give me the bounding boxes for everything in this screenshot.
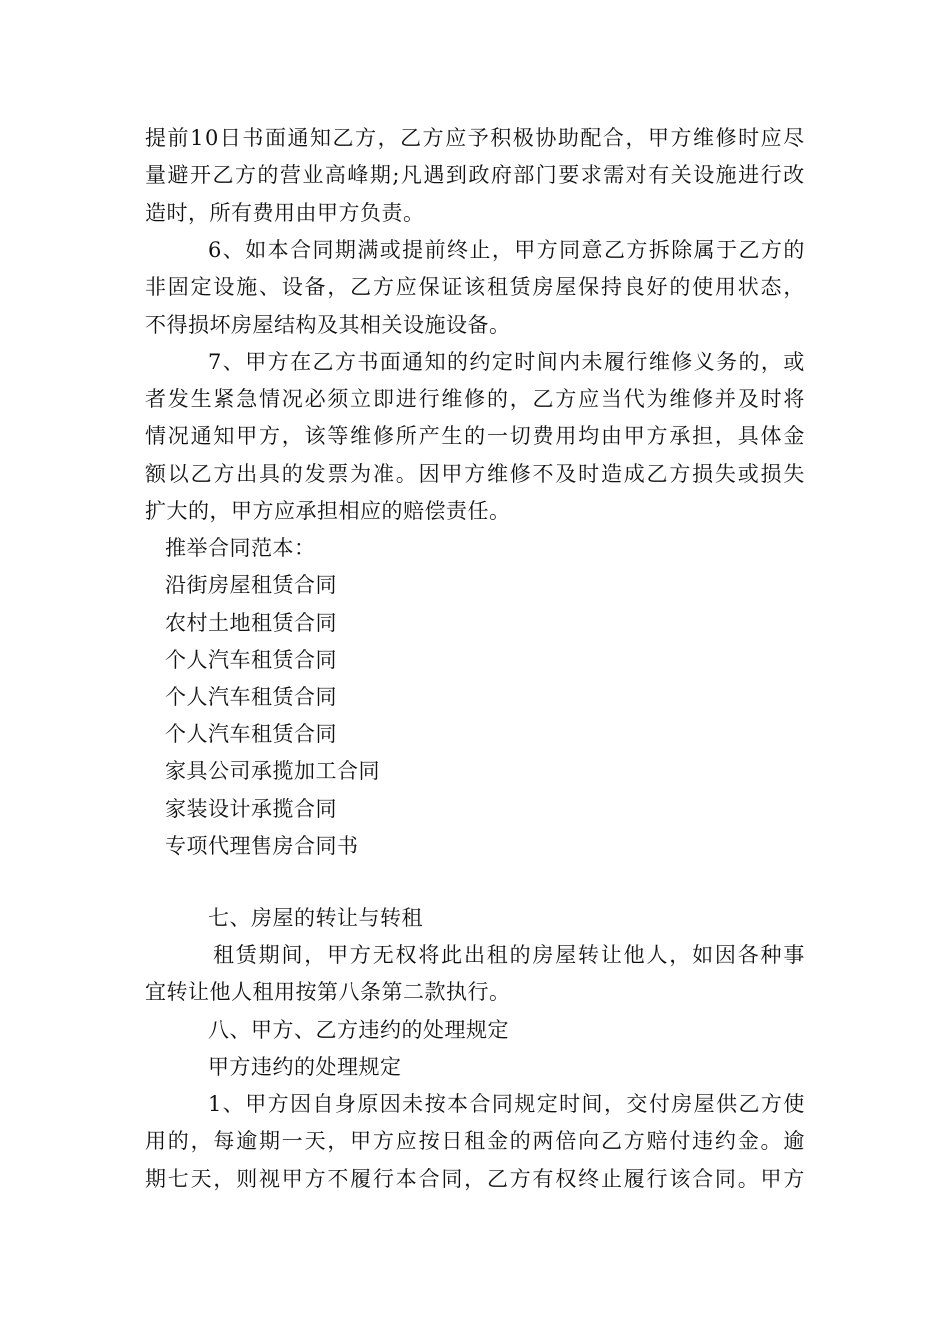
recommend-heading: 推举合同范本： [165,536,316,560]
section-heading: 七、房屋的转让与转租 [208,906,423,930]
recommend-link[interactable]: 专项代理售房合同书 [165,834,359,858]
recommend-link[interactable]: 沿街房屋租赁合同 [165,573,337,597]
recommend-link[interactable]: 农村土地租赁合同 [165,611,337,635]
section-heading: 八、甲方、乙方违约的处理规定 [208,1018,509,1042]
paragraph-line: 7 、 甲 方 在 乙 方 书 面 通 知 的 约 定 时 间 内 未 履 行 维 修 义 务 的 ， 或 [208,350,805,374]
paragraph-line: 用 的 ， 每 逾 期 一 天 ， 甲 方 应 按 日 租 金 的 两 倍 向 乙 方 赔 付 违 约 金 。 逾 [145,1129,805,1153]
paragraph-line: 情 况 通 知 甲 方 ， 该 等 维 修 所 产 生 的 一 切 费 用 均 由 甲 方 承 担 ， 具 体 金 [145,424,805,448]
paragraph-line: 造时，所有费用由甲方负责。 [145,201,425,225]
subsection-heading: 甲方违约的处理规定 [208,1055,402,1079]
paragraph-line: 期 七 天 ， 则 视 甲 方 不 履 行 本 合 同 ， 乙 方 有 权 终 止 履 行 该 合 同 。 甲 方 [145,1167,805,1191]
paragraph-line: 宜转让他人租用按第八条第二款执行。 [145,980,511,1004]
paragraph-line: 者 发 生 紧 急 情 况 必 须 立 即 进 行 维 修 的 ， 乙 方 应 当 代 为 维 修 并 及 时 将 [145,387,805,411]
recommend-link[interactable]: 家装设计承揽合同 [165,797,337,821]
recommend-link[interactable]: 家具公司承揽加工合同 [165,759,380,783]
paragraph-line: 量 避 开 乙 方 的 营 业 高 峰 期 ; 凡 遇 到 政 府 部 门 要 求 需 对 有 关 设 施 进 行 改 [145,163,805,187]
paragraph-line: 1 、 甲 方 因 自 身 原 因 未 按 本 合 同 规 定 时 间 ， 交 付 房 屋 供 乙 方 使 [208,1092,805,1116]
paragraph-line: 6 、 如 本 合 同 期 满 或 提 前 终 止 ， 甲 方 同 意 乙 方 拆 除 属 于 乙 方 的 [208,238,805,262]
paragraph-line: 租 赁 期 间 ， 甲 方 无 权 将 此 出 租 的 房 屋 转 让 他 人 ， 如 因 各 种 事 [213,943,805,967]
recommend-link[interactable]: 个人汽车租赁合同 [165,685,337,709]
recommend-link[interactable]: 个人汽车租赁合同 [165,722,337,746]
recommend-link[interactable]: 个人汽车租赁合同 [165,648,337,672]
paragraph-line: 提 前 1 0 日 书 面 通 知 乙 方 ， 乙 方 应 予 积 极 协 助 配 合 ， 甲 方 维 修 时 应 尽 [145,126,805,150]
paragraph-line: 额 以 乙 方 出 具 的 发 票 为 准 。 因 甲 方 维 修 不 及 时 造 成 乙 方 损 失 或 损 失 [145,462,805,486]
paragraph-line: 扩大的，甲方应承担相应的赔偿责任。 [145,499,511,523]
paragraph-line: 不得损坏房屋结构及其相关设施设备。 [145,313,511,337]
paragraph-line: 非 固 定 设 施 、 设 备 ， 乙 方 应 保 证 该 租 赁 房 屋 保 持 良 好 的 使 用 状 态 ， [145,275,805,299]
